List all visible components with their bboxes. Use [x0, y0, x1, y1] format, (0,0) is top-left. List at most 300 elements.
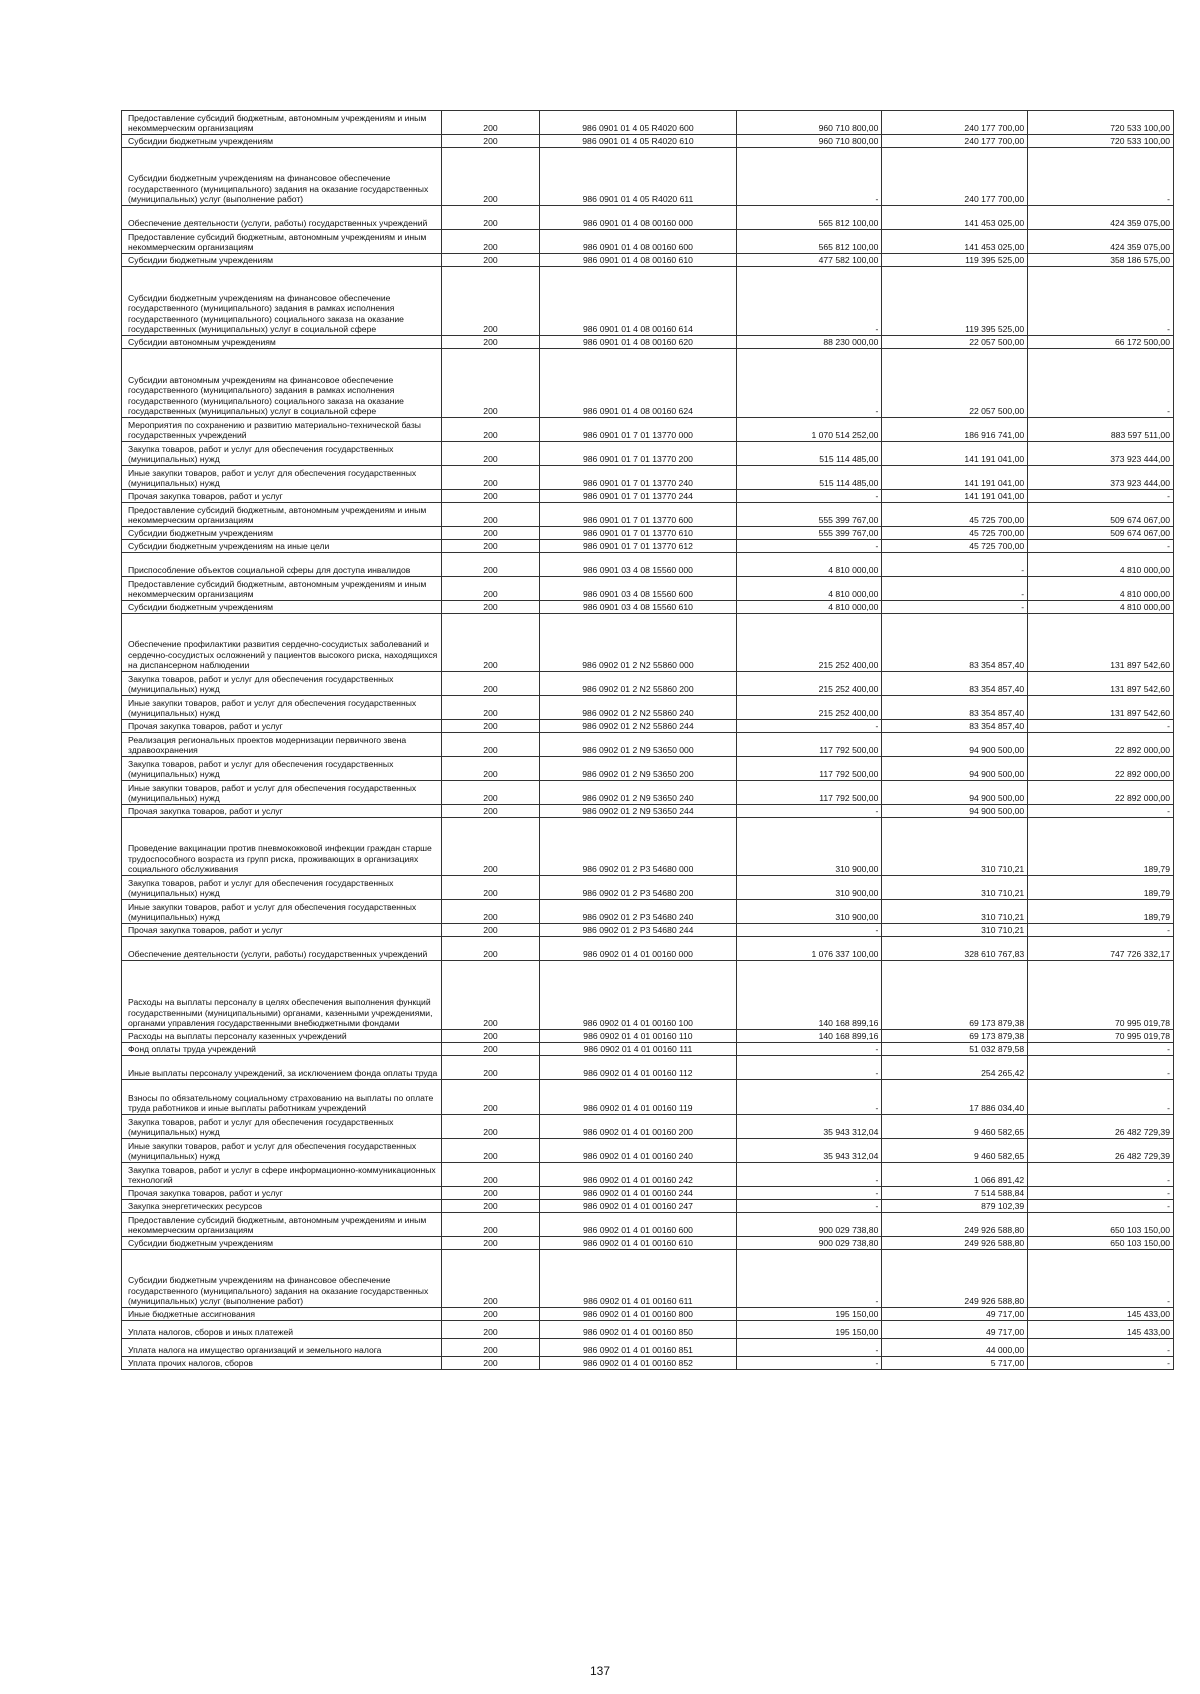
row-code: 200: [441, 818, 540, 876]
row-approved: 195 150,00: [736, 1321, 882, 1339]
row-kbk: 986 0902 01 4 01 00160 852: [540, 1357, 736, 1370]
row-executed: 49 717,00: [882, 1308, 1028, 1321]
row-approved: 4 810 000,00: [736, 577, 882, 601]
row-name: Фонд оплаты труда учреждений: [122, 1043, 442, 1056]
row-name: Прочая закупка товаров, работ и услуг: [122, 924, 442, 937]
table-row: [122, 1250, 1174, 1308]
table-row: [122, 924, 1174, 937]
row-code: 200: [441, 876, 540, 900]
row-approved: 565 812 100,00: [736, 230, 882, 254]
row-code: 200: [441, 553, 540, 577]
row-kbk: 986 0902 01 2 N9 53650 240: [540, 781, 736, 805]
row-kbk: 986 0902 01 2 N9 53650 200: [540, 757, 736, 781]
row-unexecuted: 373 923 444,00: [1028, 442, 1174, 466]
row-unexecuted: -: [1028, 1339, 1174, 1357]
row-unexecuted: 22 892 000,00: [1028, 733, 1174, 757]
row-name: Субсидии бюджетным учреждениям: [122, 1237, 442, 1250]
row-code: 200: [441, 757, 540, 781]
row-executed: 45 725 700,00: [882, 540, 1028, 553]
row-code: 200: [441, 490, 540, 503]
table-row: [122, 1237, 1174, 1250]
row-executed: 240 177 700,00: [882, 148, 1028, 206]
row-approved: 35 943 312,04: [736, 1115, 882, 1139]
row-approved: -: [736, 1043, 882, 1056]
row-kbk: 986 0902 01 2 P3 54680 200: [540, 876, 736, 900]
row-name: Уплата налога на имущество организаций и земельного налога: [122, 1339, 442, 1357]
row-kbk: 986 0902 01 2 P3 54680 244: [540, 924, 736, 937]
table-row: [122, 349, 1174, 418]
row-approved: 88 230 000,00: [736, 336, 882, 349]
row-code: 200: [441, 1187, 540, 1200]
table-row: [122, 206, 1174, 230]
row-unexecuted: 189,79: [1028, 876, 1174, 900]
row-approved: 117 792 500,00: [736, 757, 882, 781]
row-name: Закупка товаров, работ и услуг для обеспечения государственных (муниципальных) нужд: [122, 1115, 442, 1139]
table-row: [122, 805, 1174, 818]
row-executed: -: [882, 553, 1028, 577]
row-kbk: 986 0901 01 4 05 R4020 600: [540, 111, 736, 135]
row-code: 200: [441, 206, 540, 230]
row-code: 200: [441, 961, 540, 1030]
row-approved: 900 029 738,80: [736, 1213, 882, 1237]
row-executed: 83 354 857,40: [882, 672, 1028, 696]
row-unexecuted: -: [1028, 349, 1174, 418]
row-approved: -: [736, 1080, 882, 1115]
row-unexecuted: -: [1028, 1200, 1174, 1213]
row-code: 200: [441, 672, 540, 696]
row-kbk: 986 0902 01 2 N2 55860 240: [540, 696, 736, 720]
row-executed: 45 725 700,00: [882, 503, 1028, 527]
row-name: Субсидии бюджетным учреждениям на финансовое обеспечение государственного (муниципального) задания на оказание государственных (муниципальных) услуг (выполнение работ): [122, 148, 442, 206]
row-approved: -: [736, 267, 882, 336]
row-unexecuted: -: [1028, 1080, 1174, 1115]
row-code: 200: [441, 733, 540, 757]
row-executed: 310 710,21: [882, 924, 1028, 937]
row-approved: -: [736, 805, 882, 818]
row-kbk: 986 0902 01 4 01 00160 100: [540, 961, 736, 1030]
row-executed: 83 354 857,40: [882, 614, 1028, 672]
row-name: Обеспечение деятельности (услуги, работы) государственных учреждений: [122, 206, 442, 230]
row-unexecuted: 373 923 444,00: [1028, 466, 1174, 490]
row-executed: 94 900 500,00: [882, 733, 1028, 757]
row-executed: 310 710,21: [882, 900, 1028, 924]
row-kbk: 986 0901 01 4 05 R4020 611: [540, 148, 736, 206]
row-code: 200: [441, 111, 540, 135]
row-code: 200: [441, 1308, 540, 1321]
row-kbk: 986 0902 01 4 01 00160 247: [540, 1200, 736, 1213]
row-code: 200: [441, 1115, 540, 1139]
row-unexecuted: 145 433,00: [1028, 1321, 1174, 1339]
row-executed: 1 066 891,42: [882, 1163, 1028, 1187]
table-row: [122, 937, 1174, 961]
row-name: Приспособление объектов социальной сферы для доступа инвалидов: [122, 553, 442, 577]
row-unexecuted: -: [1028, 720, 1174, 733]
table-row: [122, 336, 1174, 349]
table-row: [122, 1030, 1174, 1043]
table-row: [122, 961, 1174, 1030]
row-unexecuted: 66 172 500,00: [1028, 336, 1174, 349]
row-name: Закупка товаров, работ и услуг для обеспечения государственных (муниципальных) нужд: [122, 876, 442, 900]
row-unexecuted: -: [1028, 1357, 1174, 1370]
row-kbk: 986 0901 01 7 01 13770 600: [540, 503, 736, 527]
row-kbk: 986 0901 01 4 08 00160 610: [540, 254, 736, 267]
row-kbk: 986 0901 01 4 08 00160 614: [540, 267, 736, 336]
row-name: Обеспечение деятельности (услуги, работы) государственных учреждений: [122, 937, 442, 961]
row-code: 200: [441, 1357, 540, 1370]
row-unexecuted: 509 674 067,00: [1028, 527, 1174, 540]
row-code: 200: [441, 577, 540, 601]
table-row: [122, 466, 1174, 490]
table-row: [122, 733, 1174, 757]
row-executed: 69 173 879,38: [882, 961, 1028, 1030]
row-name: Мероприятия по сохранению и развитию материально-технической базы государственных учреждений: [122, 418, 442, 442]
row-unexecuted: 22 892 000,00: [1028, 757, 1174, 781]
row-approved: 215 252 400,00: [736, 614, 882, 672]
row-name: Иные закупки товаров, работ и услуг для обеспечения государственных (муниципальных) нужд: [122, 1139, 442, 1163]
row-unexecuted: 883 597 511,00: [1028, 418, 1174, 442]
row-name: Иные закупки товаров, работ и услуг для обеспечения государственных (муниципальных) нужд: [122, 900, 442, 924]
table-row: [122, 1139, 1174, 1163]
row-unexecuted: 26 482 729,39: [1028, 1115, 1174, 1139]
row-code: 200: [441, 696, 540, 720]
row-name: Предоставление субсидий бюджетным, автономным учреждениям и иным некоммерческим организациям: [122, 230, 442, 254]
row-executed: 249 926 588,80: [882, 1237, 1028, 1250]
row-unexecuted: 650 103 150,00: [1028, 1213, 1174, 1237]
row-name: Расходы на выплаты персоналу в целях обеспечения выполнения функций государственными (муниципальными) органами, казенными учреждениями, органами управления государственными внебюджетными фондами: [122, 961, 442, 1030]
row-kbk: 986 0902 01 2 P3 54680 240: [540, 900, 736, 924]
row-code: 200: [441, 614, 540, 672]
row-executed: 249 926 588,80: [882, 1213, 1028, 1237]
table-row: [122, 442, 1174, 466]
row-kbk: 986 0902 01 4 01 00160 800: [540, 1308, 736, 1321]
row-name: Иные выплаты персоналу учреждений, за исключением фонда оплаты труда: [122, 1056, 442, 1080]
row-executed: 119 395 525,00: [882, 267, 1028, 336]
row-approved: -: [736, 1339, 882, 1357]
row-executed: -: [882, 577, 1028, 601]
row-name: Иные бюджетные ассигнования: [122, 1308, 442, 1321]
row-approved: 140 168 899,16: [736, 961, 882, 1030]
table-row: [122, 148, 1174, 206]
table-row: [122, 1080, 1174, 1115]
table-row: [122, 818, 1174, 876]
row-kbk: 986 0901 01 4 08 00160 620: [540, 336, 736, 349]
row-unexecuted: 509 674 067,00: [1028, 503, 1174, 527]
row-approved: -: [736, 720, 882, 733]
row-unexecuted: 189,79: [1028, 818, 1174, 876]
table-row: [122, 1187, 1174, 1200]
row-name: Иные закупки товаров, работ и услуг для обеспечения государственных (муниципальных) нужд: [122, 781, 442, 805]
row-approved: 215 252 400,00: [736, 696, 882, 720]
row-name: Взносы по обязательному социальному страхованию на выплаты по оплате труда работников и иные выплаты работникам учреждений: [122, 1080, 442, 1115]
row-name: Прочая закупка товаров, работ и услуг: [122, 1187, 442, 1200]
row-approved: 310 900,00: [736, 900, 882, 924]
row-name: Прочая закупка товаров, работ и услуг: [122, 805, 442, 818]
row-approved: 117 792 500,00: [736, 781, 882, 805]
row-approved: -: [736, 1357, 882, 1370]
table-row: [122, 1200, 1174, 1213]
row-approved: 140 168 899,16: [736, 1030, 882, 1043]
table-row: [122, 720, 1174, 733]
table-row: [122, 527, 1174, 540]
row-name: Обеспечение профилактики развития сердечно-сосудистых заболеваний и сердечно-сосудистых осложнений у пациентов высокого риска, находящихся на диспансерном наблюдении: [122, 614, 442, 672]
row-name: Предоставление субсидий бюджетным, автономным учреждениям и иным некоммерческим организациям: [122, 577, 442, 601]
row-code: 200: [441, 781, 540, 805]
row-kbk: 986 0902 01 4 01 00160 240: [540, 1139, 736, 1163]
row-executed: 49 717,00: [882, 1321, 1028, 1339]
table-row: [122, 1056, 1174, 1080]
row-unexecuted: -: [1028, 1043, 1174, 1056]
row-unexecuted: 4 810 000,00: [1028, 553, 1174, 577]
row-executed: 22 057 500,00: [882, 336, 1028, 349]
row-kbk: 986 0902 01 4 01 00160 112: [540, 1056, 736, 1080]
row-name: Субсидии бюджетным учреждениям на иные цели: [122, 540, 442, 553]
row-executed: 9 460 582,65: [882, 1115, 1028, 1139]
row-approved: 515 114 485,00: [736, 466, 882, 490]
row-executed: 249 926 588,80: [882, 1250, 1028, 1308]
page-number: 137: [589, 1664, 611, 1678]
row-approved: 477 582 100,00: [736, 254, 882, 267]
row-name: Закупка товаров, работ и услуг для обеспечения государственных (муниципальных) нужд: [122, 757, 442, 781]
table-row: [122, 601, 1174, 614]
row-executed: 94 900 500,00: [882, 757, 1028, 781]
row-approved: -: [736, 1187, 882, 1200]
row-unexecuted: -: [1028, 540, 1174, 553]
row-approved: 1 070 514 252,00: [736, 418, 882, 442]
row-executed: 310 710,21: [882, 818, 1028, 876]
row-code: 200: [441, 1237, 540, 1250]
row-approved: -: [736, 1056, 882, 1080]
row-code: 200: [441, 1163, 540, 1187]
row-unexecuted: -: [1028, 805, 1174, 818]
row-kbk: 986 0902 01 2 N2 55860 000: [540, 614, 736, 672]
row-unexecuted: -: [1028, 267, 1174, 336]
row-executed: 141 191 041,00: [882, 490, 1028, 503]
row-code: 200: [441, 418, 540, 442]
row-code: 200: [441, 1139, 540, 1163]
table-row: [122, 1163, 1174, 1187]
row-unexecuted: 189,79: [1028, 900, 1174, 924]
row-unexecuted: 131 897 542,60: [1028, 696, 1174, 720]
row-name: Предоставление субсидий бюджетным, автономным учреждениям и иным некоммерческим организациям: [122, 503, 442, 527]
table-row: [122, 503, 1174, 527]
row-executed: 83 354 857,40: [882, 696, 1028, 720]
row-name: Субсидии бюджетным учреждениям на финансовое обеспечение государственного (муниципального) задания в рамках исполнения государственного (муниципального) социального заказа на оказание государственных (муниципальных) услуг в социальной сфере: [122, 267, 442, 336]
table-row: [122, 1043, 1174, 1056]
table-row: [122, 614, 1174, 672]
row-name: Субсидии бюджетным учреждениям на финансовое обеспечение государственного (муниципального) задания на оказание государственных (муниципальных) услуг (выполнение работ): [122, 1250, 442, 1308]
row-kbk: 986 0902 01 2 N2 55860 200: [540, 672, 736, 696]
row-executed: 94 900 500,00: [882, 781, 1028, 805]
row-kbk: 986 0902 01 4 01 00160 244: [540, 1187, 736, 1200]
row-kbk: 986 0901 01 4 08 00160 624: [540, 349, 736, 418]
row-code: 200: [441, 349, 540, 418]
row-name: Закупка товаров, работ и услуг в сфере информационно-коммуникационных технологий: [122, 1163, 442, 1187]
row-name: Закупка товаров, работ и услуг для обеспечения государственных (муниципальных) нужд: [122, 672, 442, 696]
table-row: [122, 1308, 1174, 1321]
row-name: Субсидии бюджетным учреждениям: [122, 135, 442, 148]
row-code: 200: [441, 442, 540, 466]
budget-execution-table: [121, 110, 1174, 1370]
row-approved: 515 114 485,00: [736, 442, 882, 466]
row-approved: 900 029 738,80: [736, 1237, 882, 1250]
row-executed: 94 900 500,00: [882, 805, 1028, 818]
row-executed: 83 354 857,40: [882, 720, 1028, 733]
row-executed: 51 032 879,58: [882, 1043, 1028, 1056]
row-approved: 310 900,00: [736, 818, 882, 876]
row-executed: 17 886 034,40: [882, 1080, 1028, 1115]
row-name: Прочая закупка товаров, работ и услуг: [122, 490, 442, 503]
row-approved: 35 943 312,04: [736, 1139, 882, 1163]
row-approved: -: [736, 148, 882, 206]
row-kbk: 986 0901 03 4 08 15560 610: [540, 601, 736, 614]
row-code: 200: [441, 254, 540, 267]
row-approved: 555 399 767,00: [736, 503, 882, 527]
row-code: 200: [441, 937, 540, 961]
row-executed: 141 191 041,00: [882, 442, 1028, 466]
row-kbk: 986 0901 01 7 01 13770 000: [540, 418, 736, 442]
table-row: [122, 876, 1174, 900]
row-name: Расходы на выплаты персоналу казенных учреждений: [122, 1030, 442, 1043]
row-kbk: 986 0902 01 4 01 00160 610: [540, 1237, 736, 1250]
row-kbk: 986 0902 01 4 01 00160 110: [540, 1030, 736, 1043]
row-kbk: 986 0902 01 4 01 00160 119: [540, 1080, 736, 1115]
table-row: [122, 418, 1174, 442]
row-unexecuted: 720 533 100,00: [1028, 135, 1174, 148]
row-approved: -: [736, 1250, 882, 1308]
table-row: [122, 1357, 1174, 1370]
row-executed: 328 610 767,83: [882, 937, 1028, 961]
row-unexecuted: 22 892 000,00: [1028, 781, 1174, 805]
row-approved: 4 810 000,00: [736, 601, 882, 614]
row-code: 200: [441, 267, 540, 336]
row-executed: 310 710,21: [882, 876, 1028, 900]
table-row: [122, 696, 1174, 720]
row-name: Субсидии автономным учреждениям на финансовое обеспечение государственного (муниципального) задания в рамках исполнения государственного (муниципального) социального заказа на оказание государственных (муниципальных) услуг в социальной сфере: [122, 349, 442, 418]
row-code: 200: [441, 1030, 540, 1043]
row-kbk: 986 0902 01 4 01 00160 600: [540, 1213, 736, 1237]
row-executed: 9 460 582,65: [882, 1139, 1028, 1163]
row-executed: 119 395 525,00: [882, 254, 1028, 267]
row-approved: -: [736, 1163, 882, 1187]
row-kbk: 986 0902 01 2 N2 55860 244: [540, 720, 736, 733]
row-kbk: 986 0902 01 4 01 00160 851: [540, 1339, 736, 1357]
row-approved: -: [736, 924, 882, 937]
table-row: [122, 111, 1174, 135]
row-name: Иные закупки товаров, работ и услуг для обеспечения государственных (муниципальных) нужд: [122, 696, 442, 720]
row-executed: 186 916 741,00: [882, 418, 1028, 442]
row-executed: 44 000,00: [882, 1339, 1028, 1357]
row-approved: -: [736, 1200, 882, 1213]
row-name: Субсидии автономным учреждениям: [122, 336, 442, 349]
row-kbk: 986 0901 01 4 05 R4020 610: [540, 135, 736, 148]
row-unexecuted: 358 186 575,00: [1028, 254, 1174, 267]
row-code: 200: [441, 503, 540, 527]
row-kbk: 986 0901 01 4 08 00160 600: [540, 230, 736, 254]
row-code: 200: [441, 1339, 540, 1357]
table-row: [122, 553, 1174, 577]
row-approved: 1 076 337 100,00: [736, 937, 882, 961]
row-executed: 7 514 588,84: [882, 1187, 1028, 1200]
row-executed: 879 102,39: [882, 1200, 1028, 1213]
row-executed: 240 177 700,00: [882, 135, 1028, 148]
row-kbk: 986 0902 01 4 01 00160 000: [540, 937, 736, 961]
row-name: Закупка энергетических ресурсов: [122, 1200, 442, 1213]
row-unexecuted: 424 359 075,00: [1028, 206, 1174, 230]
row-kbk: 986 0901 01 7 01 13770 612: [540, 540, 736, 553]
row-approved: 4 810 000,00: [736, 553, 882, 577]
row-unexecuted: 70 995 019,78: [1028, 961, 1174, 1030]
row-kbk: 986 0902 01 4 01 00160 611: [540, 1250, 736, 1308]
row-name: Проведение вакцинации против пневмококковой инфекции граждан старше трудоспособного возраста из групп риска, проживающих в организациях социального обслуживания: [122, 818, 442, 876]
row-kbk: 986 0901 01 7 01 13770 240: [540, 466, 736, 490]
row-code: 200: [441, 805, 540, 818]
row-unexecuted: 650 103 150,00: [1028, 1237, 1174, 1250]
row-name: Субсидии бюджетным учреждениям: [122, 527, 442, 540]
table-row: [122, 900, 1174, 924]
row-name: Иные закупки товаров, работ и услуг для обеспечения государственных (муниципальных) нужд: [122, 466, 442, 490]
row-approved: 565 812 100,00: [736, 206, 882, 230]
row-name: Субсидии бюджетным учреждениям: [122, 601, 442, 614]
row-kbk: 986 0901 01 7 01 13770 200: [540, 442, 736, 466]
row-code: 200: [441, 1056, 540, 1080]
row-code: 200: [441, 1321, 540, 1339]
row-executed: 69 173 879,38: [882, 1030, 1028, 1043]
row-kbk: 986 0901 01 7 01 13770 610: [540, 527, 736, 540]
table-row: [122, 1115, 1174, 1139]
row-approved: 960 710 800,00: [736, 135, 882, 148]
row-kbk: 986 0901 03 4 08 15560 000: [540, 553, 736, 577]
row-code: 200: [441, 900, 540, 924]
row-unexecuted: -: [1028, 1187, 1174, 1200]
row-name: Реализация региональных проектов модернизации первичного звена здравоохранения: [122, 733, 442, 757]
row-code: 200: [441, 466, 540, 490]
row-unexecuted: -: [1028, 1056, 1174, 1080]
row-executed: 141 453 025,00: [882, 206, 1028, 230]
row-unexecuted: -: [1028, 1163, 1174, 1187]
row-name: Закупка товаров, работ и услуг для обеспечения государственных (муниципальных) нужд: [122, 442, 442, 466]
table-row: [122, 135, 1174, 148]
row-approved: 310 900,00: [736, 876, 882, 900]
row-code: 200: [441, 720, 540, 733]
row-unexecuted: 131 897 542,60: [1028, 672, 1174, 696]
row-unexecuted: -: [1028, 148, 1174, 206]
row-kbk: 986 0902 01 4 01 00160 111: [540, 1043, 736, 1056]
table-row: [122, 781, 1174, 805]
row-unexecuted: 26 482 729,39: [1028, 1139, 1174, 1163]
row-kbk: 986 0902 01 4 01 00160 850: [540, 1321, 736, 1339]
row-kbk: 986 0902 01 2 N9 53650 244: [540, 805, 736, 818]
table-row: [122, 540, 1174, 553]
table-row: [122, 1213, 1174, 1237]
row-unexecuted: -: [1028, 924, 1174, 937]
row-code: 200: [441, 527, 540, 540]
row-kbk: 986 0902 01 2 N9 53650 000: [540, 733, 736, 757]
table-row: [122, 1339, 1174, 1357]
row-unexecuted: 4 810 000,00: [1028, 577, 1174, 601]
row-executed: 45 725 700,00: [882, 527, 1028, 540]
row-code: 200: [441, 1213, 540, 1237]
row-unexecuted: 4 810 000,00: [1028, 601, 1174, 614]
row-approved: -: [736, 540, 882, 553]
table-row: [122, 254, 1174, 267]
row-executed: -: [882, 601, 1028, 614]
table-row: [122, 757, 1174, 781]
row-code: 200: [441, 336, 540, 349]
row-name: Уплата налогов, сборов и иных платежей: [122, 1321, 442, 1339]
row-executed: 5 717,00: [882, 1357, 1028, 1370]
row-approved: 117 792 500,00: [736, 733, 882, 757]
row-kbk: 986 0901 01 7 01 13770 244: [540, 490, 736, 503]
